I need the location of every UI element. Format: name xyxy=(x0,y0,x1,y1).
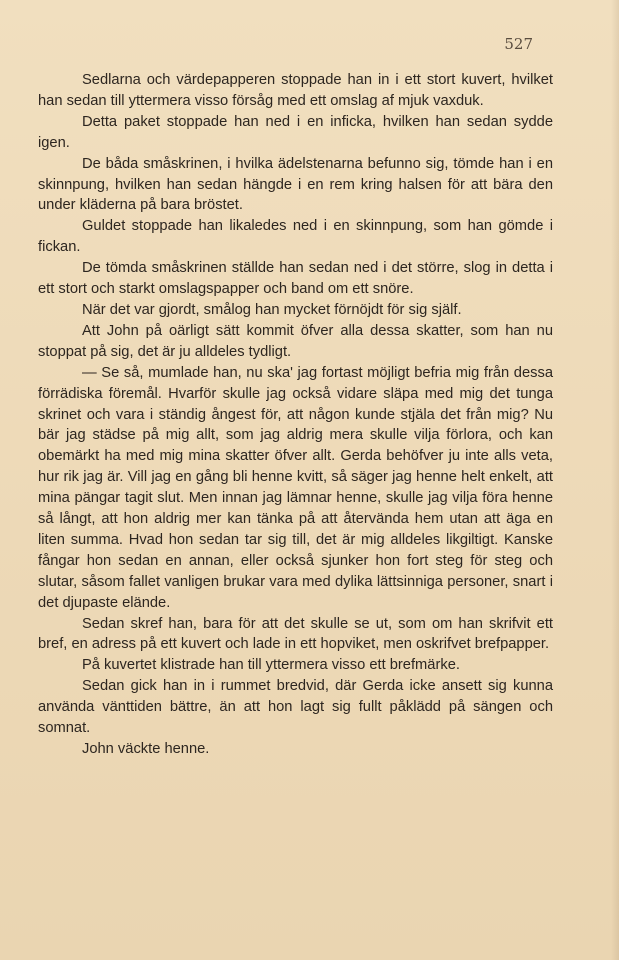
paragraph-2: Detta paket stoppade han ned i en inficka, hvilken han sedan sydde igen. xyxy=(38,113,553,151)
paragraph-1: Sedlarna och värdepapperen stoppade han in i ett stort kuvert, hvilket han sedan till yttermera visso försåg med ett omslag af mjuk vaxduk. xyxy=(38,72,553,109)
paragraph-3: De båda småskrinen, i hvilka ädelstenarna befunno sig, tömde han i en skinnpung, hvilken han sedan hängde i en rem kring halsen för att bära den under kläderna på bara bröstet. xyxy=(38,155,553,214)
paragraph-5: De tömda småskrinen ställde han sedan ned i det större, slog in detta i ett stort och starkt omslagspapper och band om ett snöre. xyxy=(38,260,553,298)
paragraph-7: Att John på oärligt sätt kommit öfver alla dessa skatter, som han nu stoppat på sig, det är ju alldeles tydligt. xyxy=(38,322,553,360)
paragraph-10: På kuvertet klistrade han till yttermera visso ett brefmärke. xyxy=(82,657,460,674)
paragraph-4: Guldet stoppade han likaledes ned i en skinnpung, som han gömde i fickan. xyxy=(38,218,553,256)
paragraph-6: När det var gjordt, smålog han mycket förnöjdt för sig själf. xyxy=(82,301,462,318)
paragraph-12: John väckte henne. xyxy=(82,741,210,757)
paragraph-9: Sedan skref han, bara för att det skulle se ut, som om han skrifvit ett bref, en adress på ett kuvert och lade in ett hopviket, men oskrifvet brefpapper. xyxy=(38,615,553,653)
page-edge-shadow xyxy=(611,0,619,960)
body-text xyxy=(38,70,553,760)
paragraph-11: Sedan gick han in i rummet bredvid, där Gerda icke ansett sig kunna använda vänttiden bättre, än att hon lagt sig fullt påklädd på sängen och somnat. xyxy=(38,678,553,737)
page-number: 527 xyxy=(504,35,533,53)
paragraph-8: — Se så, mumlade han, nu ska' jag fortast möjligt befria mig från dessa förrädiska föremål. Hvarför skulle jag också vidare släpa med mig det tunga skrinet och vara i ständig ångest för, att någon kunde stjäla det från mig? Nu bär jag städse på mig allt, som jag aldrig mera skulle vilja förlora, och kan obemärkt ha med mig mina skatter öfver allt. Gerda behöfver ju inte alls veta, hur rik jag är. Vill jag en gång bli henne kvitt, så säger jag henne helt enkelt, att mina pängar tagit slut. Men innan jag lämnar henne, skulle jag vilja föra henne så långt, att hon aldrig mer kan tänka på att återvända hem utan att äga en liten summa. Hvad hon sedan tar sig till, det är mig alldeles likgiltigt. Kanske fångar hon sedan en annan, eller också sjunker hon fort steg för steg och slutar, såsom fallet vanligen brukar vara med dylika lättsinniga personer, snart i det djupaste elände. xyxy=(38,364,553,611)
